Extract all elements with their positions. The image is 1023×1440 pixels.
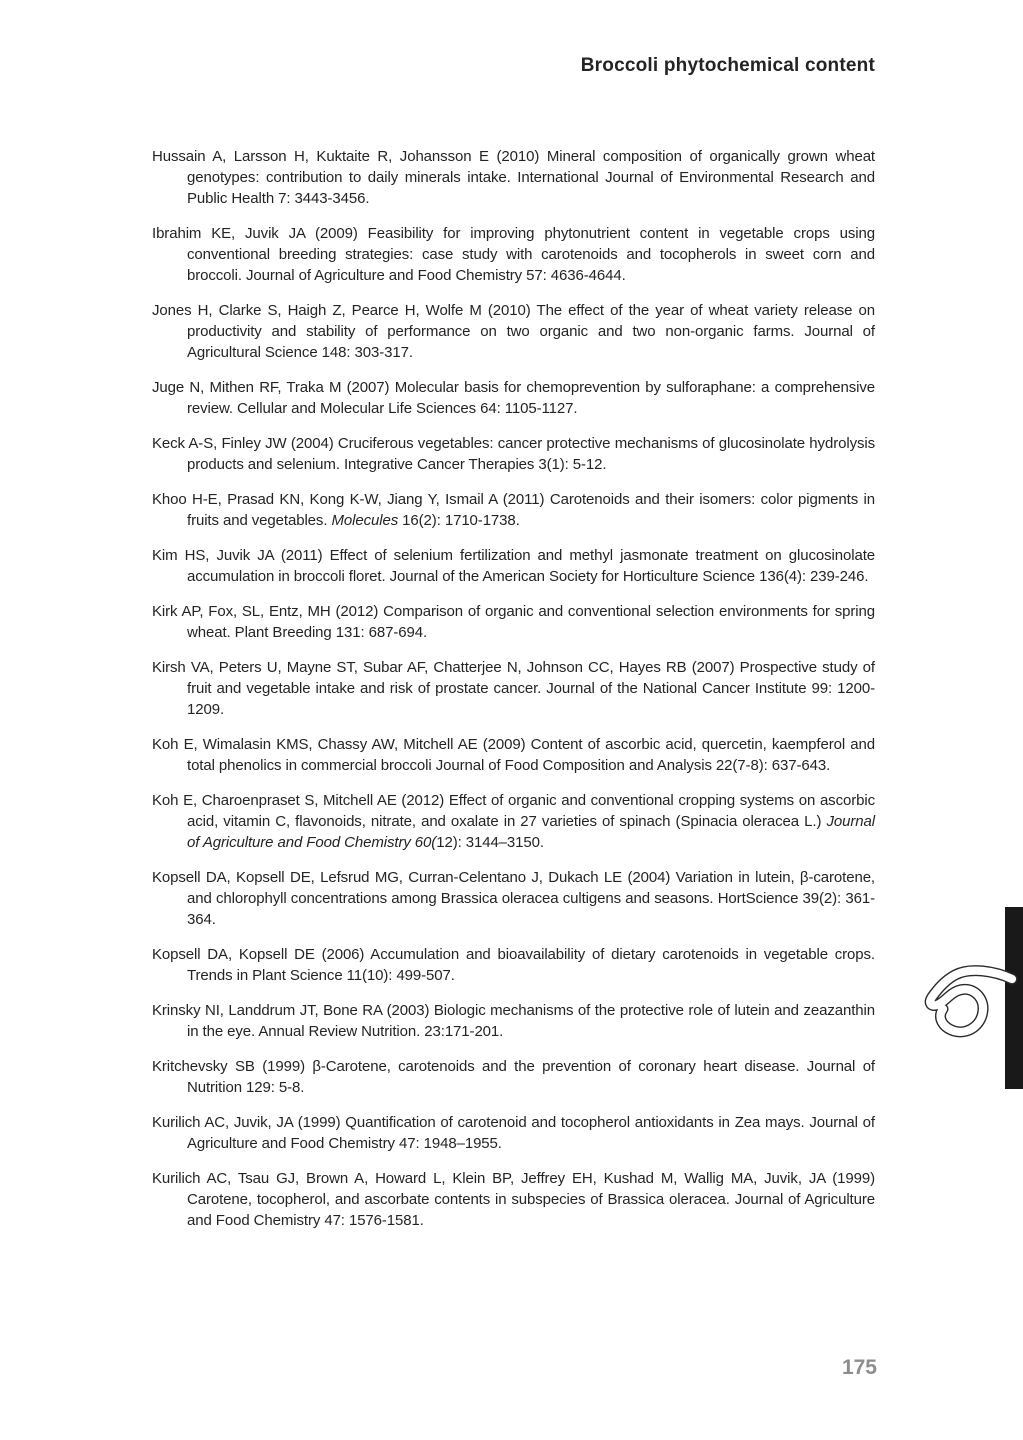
reference-entry bbox=[152, 601, 875, 643]
reference-text: 12): 3144–3150. bbox=[436, 834, 544, 851]
reference-text: Kritchevsky SB (1999) β-Carotene, carotenoids and the prevention of coronary heart disease. Journal of Nutrition 129: 5-8. bbox=[152, 1058, 875, 1096]
reference-text: Hussain A, Larsson H, Kuktaite R, Johansson E (2010) Mineral composition of organically grown wheat genotypes: contribution to daily minerals intake. International Journal of Environmental Research and Public Health 7: 3443-3456. bbox=[152, 148, 875, 207]
reference-text: Kopsell DA, Kopsell DE (2006) Accumulation and bioavailability of dietary carotenoids in vegetable crops. Trends in Plant Science 11(10): 499-507. bbox=[152, 946, 875, 984]
reference-entry bbox=[152, 1000, 875, 1042]
reference-text: Khoo H-E, Prasad KN, Kong K-W, Jiang Y, Ismail A (2011) Carotenoids and their isomers: color pigments in fruits and vegetables. bbox=[152, 491, 875, 529]
reference-entry bbox=[152, 433, 875, 475]
chapter-swirl-icon bbox=[915, 950, 1023, 1050]
reference-entry bbox=[152, 300, 875, 363]
reference-entry bbox=[152, 489, 875, 531]
reference-text: Koh E, Charoenpraset S, Mitchell AE (2012) Effect of organic and conventional cropping systems on ascorbic acid, vitamin C, flavonoids, nitrate, and oxalate in 27 varieties of spinach (Spinacia oleracea L.) bbox=[152, 792, 875, 830]
reference-text: Kirk AP, Fox, SL, Entz, MH (2012) Comparison of organic and conventional selection environments for spring wheat. Plant Breeding 131: 687-694. bbox=[152, 603, 875, 641]
reference-entry bbox=[152, 545, 875, 587]
reference-text: 16(2): 1710-1738. bbox=[398, 512, 520, 529]
reference-text: Kurilich AC, Tsau GJ, Brown A, Howard L, Klein BP, Jeffrey EH, Kushad M, Wallig MA, Juvik, JA (1999) Carotene, tocopherol, and ascorbate contents in subspecies of Brassica oleracea. Journal of Agriculture and Food Chemistry 47: 1576-1581. bbox=[152, 1170, 875, 1229]
reference-text: Kim HS, Juvik JA (2011) Effect of selenium fertilization and methyl jasmonate treatment on glucosinolate accumulation in broccoli floret. Journal of the American Society for Horticulture Science 136(4): 239-246. bbox=[152, 547, 875, 585]
reference-entry bbox=[152, 867, 875, 930]
reference-entry bbox=[152, 377, 875, 419]
reference-entry bbox=[152, 1112, 875, 1154]
reference-entry bbox=[152, 790, 875, 853]
reference-text: Kopsell DA, Kopsell DE, Lefsrud MG, Curran-Celentano J, Dukach LE (2004) Variation in lutein, β-carotene, and chlorophyll concentrations among Brassica oleracea cultigens and seasons. HortScience 39(2): 361-364. bbox=[152, 869, 875, 928]
reference-text: Kurilich AC, Juvik, JA (1999) Quantification of carotenoid and tocopherol antioxidants in Zea mays. Journal of Agriculture and Food Chemistry 47: 1948–1955. bbox=[152, 1114, 875, 1152]
reference-text: Juge N, Mithen RF, Traka M (2007) Molecular basis for chemoprevention by sulforaphane: a comprehensive review. Cellular and Molecular Life Sciences 64: 1105-1127. bbox=[152, 379, 875, 417]
reference-entry bbox=[152, 657, 875, 720]
reference-entry bbox=[152, 734, 875, 776]
reference-entry bbox=[152, 223, 875, 286]
reference-entry bbox=[152, 1168, 875, 1231]
reference-text: Koh E, Wimalasin KMS, Chassy AW, Mitchell AE (2009) Content of ascorbic acid, quercetin, kaempferol and total phenolics in commercial broccoli Journal of Food Composition and Analysis 22(7-8): 637-643. bbox=[152, 736, 875, 774]
page-number: 175 bbox=[841, 1356, 877, 1379]
reference-entry bbox=[152, 146, 875, 209]
reference-text: Ibrahim KE, Juvik JA (2009) Feasibility for improving phytonutrient content in vegetable crops using conventional breeding strategies: case study with carotenoids and tocopherols in sweet corn and broccoli. Journal of Agriculture and Food Chemistry 57: 4636-4644. bbox=[152, 225, 875, 284]
reference-text: Krinsky NI, Landdrum JT, Bone RA (2003) Biologic mechanisms of the protective role of lutein and zeazanthin in the eye. Annual Review Nutrition. 23:171-201. bbox=[152, 1002, 875, 1040]
reference-text: Keck A-S, Finley JW (2004) Cruciferous vegetables: cancer protective mechanisms of glucosinolate hydrolysis products and selenium. Integrative Cancer Therapies 3(1): 5-12. bbox=[152, 435, 875, 473]
reference-text: Kirsh VA, Peters U, Mayne ST, Subar AF, Chatterjee N, Johnson CC, Hayes RB (2007) Prospective study of fruit and vegetable intake and risk of prostate cancer. Journal of the National Cancer Institute 99: 1200-1209. bbox=[152, 659, 875, 718]
running-header: Broccoli phytochemical content bbox=[580, 55, 875, 76]
reference-text: Journal of Agriculture and Food Chemistry 60( bbox=[187, 813, 875, 851]
reference-entry bbox=[152, 944, 875, 986]
reference-text: Jones H, Clarke S, Haigh Z, Pearce H, Wolfe M (2010) The effect of the year of wheat variety release on productivity and stability of performance on two organic and two non-organic farms. Journal of Agricultural Science 148: 303-317. bbox=[152, 302, 875, 361]
reference-entry bbox=[152, 1056, 875, 1098]
reference-list bbox=[152, 146, 875, 1245]
reference-text: Molecules bbox=[331, 512, 399, 529]
